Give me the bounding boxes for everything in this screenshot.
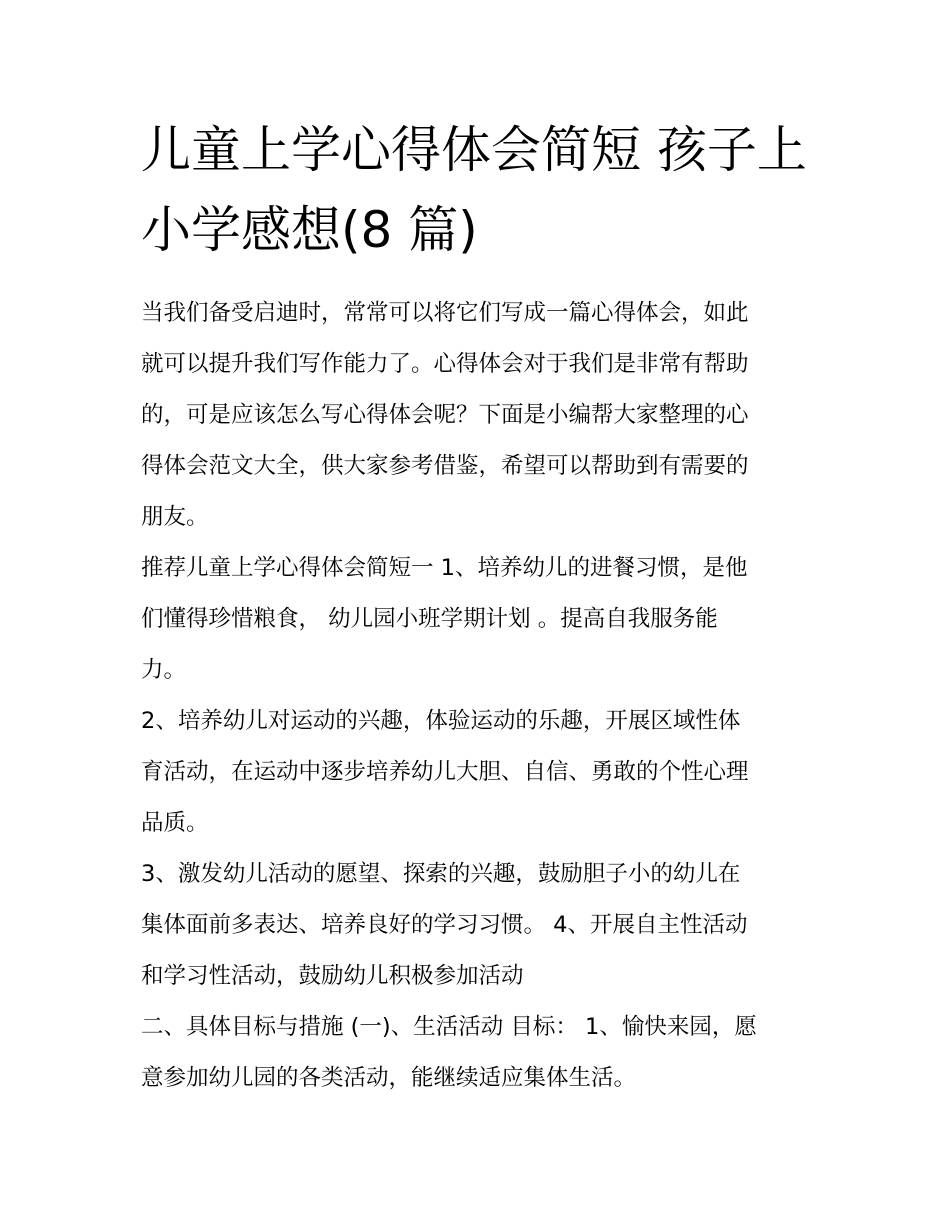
paragraph-line: 力。: [141, 657, 187, 683]
paragraph-line: 2、培养幼儿对运动的兴趣，体验运动的乐趣，开展区域性体: [141, 708, 741, 734]
paragraph-line: 和学习性活动，鼓励幼儿积极参加活动: [141, 963, 524, 989]
paragraph-line: 二、具体目标与措施 (一)、生活活动 目标： 1、愉快来园，愿: [141, 1014, 757, 1040]
paragraph-line: 们懂得珍惜粮食， 幼儿园小班学期计划 。提高自我服务能: [141, 606, 718, 632]
paragraph-line: 集体面前多表达、培养良好的学习习惯。 4、开展自主性活动: [141, 912, 748, 938]
paragraph-line: 的，可是应该怎么写心得体会呢？下面是小编帮大家整理的心: [141, 402, 749, 428]
paragraph-line: 品质。: [141, 810, 209, 836]
paragraph-line: 就可以提升我们写作能力了。心得体会对于我们是非常有帮助: [141, 351, 749, 377]
paragraph-recommend: [141, 543, 813, 696]
paragraph-intro: [141, 288, 813, 543]
title-line-2: 小学感想(8 篇): [141, 201, 478, 259]
paragraph-line: 意参加幼儿园的各类活动，能继续适应集体生活。: [141, 1065, 637, 1091]
document-title: [141, 110, 813, 270]
paragraph-line: 育活动，在运动中逐步培养幼儿大胆、自信、勇敢的个性心理: [141, 759, 749, 785]
paragraph-line: 推荐儿童上学心得体会简短一 1、培养幼儿的进餐习惯，是他: [141, 555, 748, 581]
paragraph-goals: [141, 1002, 813, 1104]
paragraph-line: 当我们备受启迪时，常常可以将它们写成一篇心得体会，如此: [141, 300, 749, 326]
title-line-1: 儿童上学心得体会简短 孩子上: [141, 121, 807, 179]
document-page: [141, 110, 813, 1104]
paragraph-line: 3、激发幼儿活动的愿望、探索的兴趣，鼓励胆子小的幼儿在: [141, 861, 741, 887]
paragraph-line: 得体会范文大全，供大家参考借鉴，希望可以帮助到有需要的: [141, 453, 749, 479]
paragraph-item-2: [141, 696, 813, 849]
paragraph-line: 朋友。: [141, 504, 209, 530]
paragraph-item-3: [141, 849, 813, 1002]
